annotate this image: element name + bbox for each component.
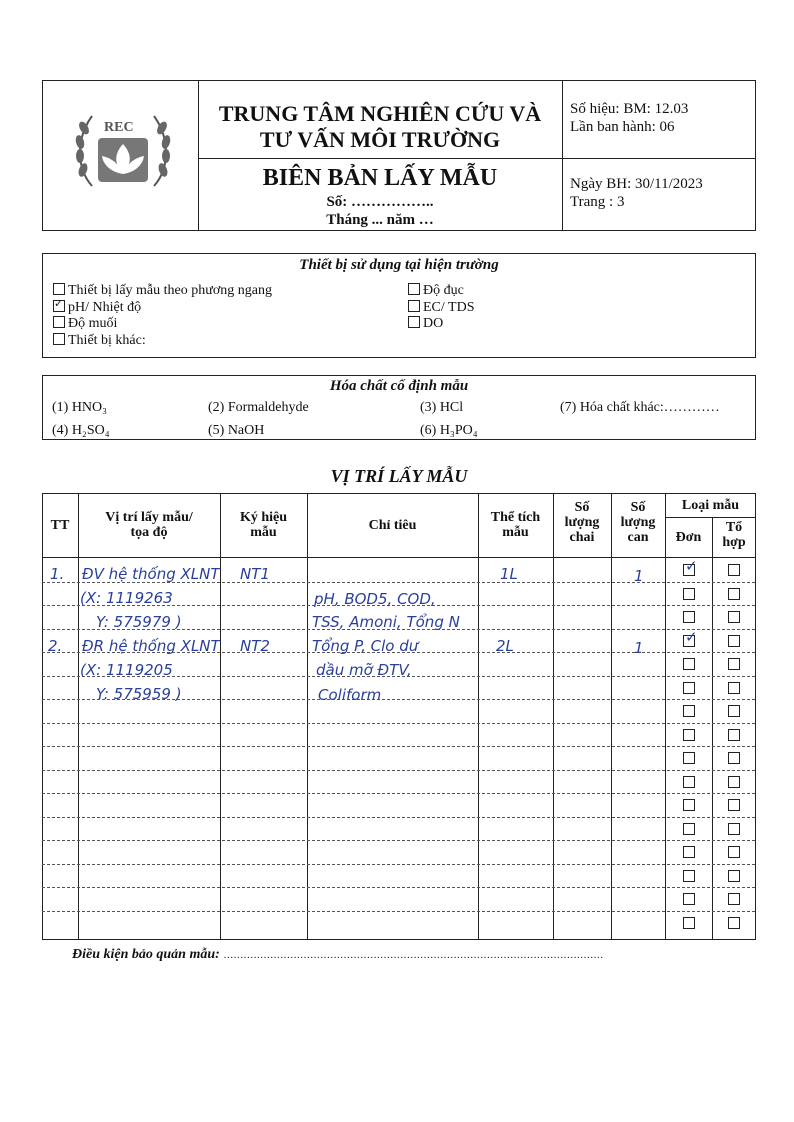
equipment-item-ph-temp: ✓pH/ Nhiệt độ	[53, 300, 141, 316]
single-sample-checkbox-icon[interactable]	[683, 776, 695, 788]
chemicals-title: Hóa chất cố định mẫu	[329, 378, 469, 394]
checkbox-icon[interactable]	[53, 333, 65, 345]
single-sample-checkbox-icon[interactable]	[683, 729, 695, 741]
checkbox-icon[interactable]	[408, 300, 420, 312]
equipment-title: Thiết bị sử dụng tại hiện trường	[299, 257, 499, 273]
combo-sample-checkbox-icon[interactable]	[728, 846, 740, 858]
col-header-type: Loại mẫu	[681, 498, 740, 513]
storage-conditions	[72, 947, 603, 963]
col-header-indicators: Chỉ tiêu	[368, 518, 417, 533]
indicator-line: Tổng P, Clo dư	[312, 637, 419, 655]
table-row-separator	[42, 840, 755, 841]
org-name-line1: TRUNG TÂM NGHIÊN CỨU VÀ	[218, 101, 542, 126]
row1-location: ĐV hệ thống XLNT	[82, 565, 220, 583]
row2-symbol: NT2	[240, 637, 270, 655]
issue-date: Ngày BH: 30/11/2023	[570, 176, 703, 192]
checkbox-icon[interactable]	[408, 316, 420, 328]
row1-coord-x: (X: 1119263	[80, 589, 173, 607]
equipment-item-salinity: Độ muối	[53, 316, 117, 332]
combo-sample-checkbox-icon[interactable]	[728, 729, 740, 741]
table-row-separator	[42, 723, 755, 724]
checked-checkbox-icon[interactable]	[53, 300, 65, 312]
sampling-table	[42, 493, 756, 940]
combo-sample-checkbox-icon[interactable]	[728, 635, 740, 647]
combo-sample-checkbox-icon[interactable]	[728, 588, 740, 600]
single-sample-checkbox-icon[interactable]	[683, 705, 695, 717]
combo-sample-checkbox-icon[interactable]	[728, 776, 740, 788]
combo-sample-checkbox-icon[interactable]	[728, 611, 740, 623]
col-divider	[307, 493, 308, 940]
row1-number: 1.	[50, 565, 65, 583]
single-sample-checkbox-icon[interactable]	[683, 917, 695, 929]
equipment-item-horizontal-sampler: Thiết bị lấy mẫu theo phương ngang	[53, 283, 272, 299]
chemical-hcl: (3) HCl	[420, 400, 464, 415]
table-row-separator	[42, 793, 755, 794]
single-sample-checkbox-icon[interactable]	[683, 799, 695, 811]
row2-number: 2.	[48, 637, 63, 655]
single-sample-checkbox-icon[interactable]	[683, 870, 695, 882]
header-bottom-line	[42, 557, 756, 558]
single-sample-checkbox-icon[interactable]	[683, 752, 695, 764]
header-divider-mid	[198, 158, 756, 159]
chemical-h3po4: (6) H₃PO₄	[420, 423, 478, 438]
single-sample-checked-checkbox-icon[interactable]	[683, 564, 695, 576]
indicator-line: dầu mỡ ĐTV,	[316, 661, 412, 679]
combo-sample-checkbox-icon[interactable]	[728, 799, 740, 811]
combo-sample-checkbox-icon[interactable]	[728, 658, 740, 670]
indicator-line: TSS, Amoni, Tổng N	[312, 613, 460, 631]
equipment-item-do: DO	[408, 316, 443, 332]
org-name-line2: TƯ VẤN MÔI TRƯỜNG	[259, 127, 501, 152]
single-sample-checkbox-icon[interactable]	[683, 588, 695, 600]
combo-sample-checkbox-icon[interactable]	[728, 870, 740, 882]
rec-logo	[70, 98, 176, 198]
equipment-item-turbidity: Độ đục	[408, 283, 464, 299]
single-sample-checked-checkbox-icon[interactable]	[683, 635, 695, 647]
row2-volume: 2L	[496, 637, 514, 655]
section-title: VỊ TRÍ LẤY MẪU	[330, 466, 468, 486]
doc-code: Số hiệu: BM: 12.03	[570, 101, 689, 117]
col-header-symbol: Ký hiệu mẫu	[239, 510, 288, 540]
type-subheader-line	[665, 517, 756, 518]
row2-coord-x: (X: 1119205	[80, 661, 173, 679]
single-sample-checkbox-icon[interactable]	[683, 658, 695, 670]
doc-number: Số: ……………..	[326, 194, 434, 210]
checkbox-icon[interactable]	[408, 283, 420, 295]
col-divider	[78, 493, 79, 940]
doc-edition: Lần ban hành: 06	[570, 119, 675, 135]
col-divider	[712, 517, 713, 940]
col-header-cans: Số lượng can	[620, 500, 656, 545]
row1-symbol: NT1	[240, 565, 270, 583]
table-row-separator	[42, 864, 755, 865]
col-header-volume: Thể tích mẫu	[490, 510, 541, 540]
col-divider	[553, 493, 554, 940]
combo-sample-checkbox-icon[interactable]	[728, 564, 740, 576]
storage-dots: ……………………………………………………………………………………………………	[223, 950, 604, 961]
table-row-separator	[42, 817, 755, 818]
table-row-separator	[42, 911, 755, 912]
chemical-formaldehyde: (2) Formaldehyde	[208, 400, 309, 415]
indicator-line: Coliform	[318, 686, 382, 704]
col-header-combo: Tổ hợp	[722, 520, 746, 550]
col-divider	[478, 493, 479, 940]
combo-sample-checkbox-icon[interactable]	[728, 752, 740, 764]
storage-label: Điều kiện bảo quản mẫu:	[72, 947, 220, 962]
row1-coord-y: Y: 575979 )	[96, 613, 182, 631]
col-header-single: Đơn	[675, 530, 702, 545]
checkbox-icon[interactable]	[53, 316, 65, 328]
checkbox-icon[interactable]	[53, 283, 65, 295]
equipment-item-ec-tds: EC/ TDS	[408, 300, 474, 316]
doc-title: BIÊN BẢN LẤY MẪU	[262, 165, 498, 191]
col-divider	[611, 493, 612, 940]
single-sample-checkbox-icon[interactable]	[683, 823, 695, 835]
combo-sample-checkbox-icon[interactable]	[728, 917, 740, 929]
row1-volume: 1L	[500, 565, 518, 583]
logo-text: REC	[104, 120, 134, 135]
col-header-bottles: Số lượng chai	[564, 500, 600, 545]
single-sample-checkbox-icon[interactable]	[683, 682, 695, 694]
doc-month-year: Tháng ... năm …	[326, 212, 434, 228]
single-sample-checkbox-icon[interactable]	[683, 893, 695, 905]
chemical-other: (7) Hóa chất khác:…………	[560, 400, 720, 415]
chemical-h2so4: (4) H₂SO₄	[52, 423, 110, 438]
col-header-location: Vị trí lấy mẫu/ tọa độ	[105, 510, 193, 540]
chemical-naoh: (5) NaOH	[208, 423, 265, 438]
table-row-separator	[42, 746, 755, 747]
col-divider	[665, 493, 666, 940]
row2-cans: 1	[634, 639, 644, 657]
combo-sample-checkbox-icon[interactable]	[728, 893, 740, 905]
combo-sample-checkbox-icon[interactable]	[728, 682, 740, 694]
table-row-separator	[42, 887, 755, 888]
indicator-line: pH, BOD5, COD,	[314, 590, 436, 608]
table-row-separator	[42, 770, 755, 771]
combo-sample-checkbox-icon[interactable]	[728, 823, 740, 835]
col-divider	[220, 493, 221, 940]
single-sample-checkbox-icon[interactable]	[683, 611, 695, 623]
row1-cans: 1	[634, 567, 644, 585]
col-header-tt: TT	[50, 518, 70, 533]
page-number: Trang : 3	[570, 194, 625, 210]
row2-location: ĐR hệ thống XLNT	[82, 637, 220, 655]
row2-coord-y: Y: 575959 )	[96, 685, 182, 703]
header-divider-meta	[562, 80, 563, 231]
single-sample-checkbox-icon[interactable]	[683, 846, 695, 858]
equipment-item-other: Thiết bị khác:	[53, 333, 146, 349]
combo-sample-checkbox-icon[interactable]	[728, 705, 740, 717]
chemical-hno3: (1) HNO₃	[52, 400, 108, 415]
